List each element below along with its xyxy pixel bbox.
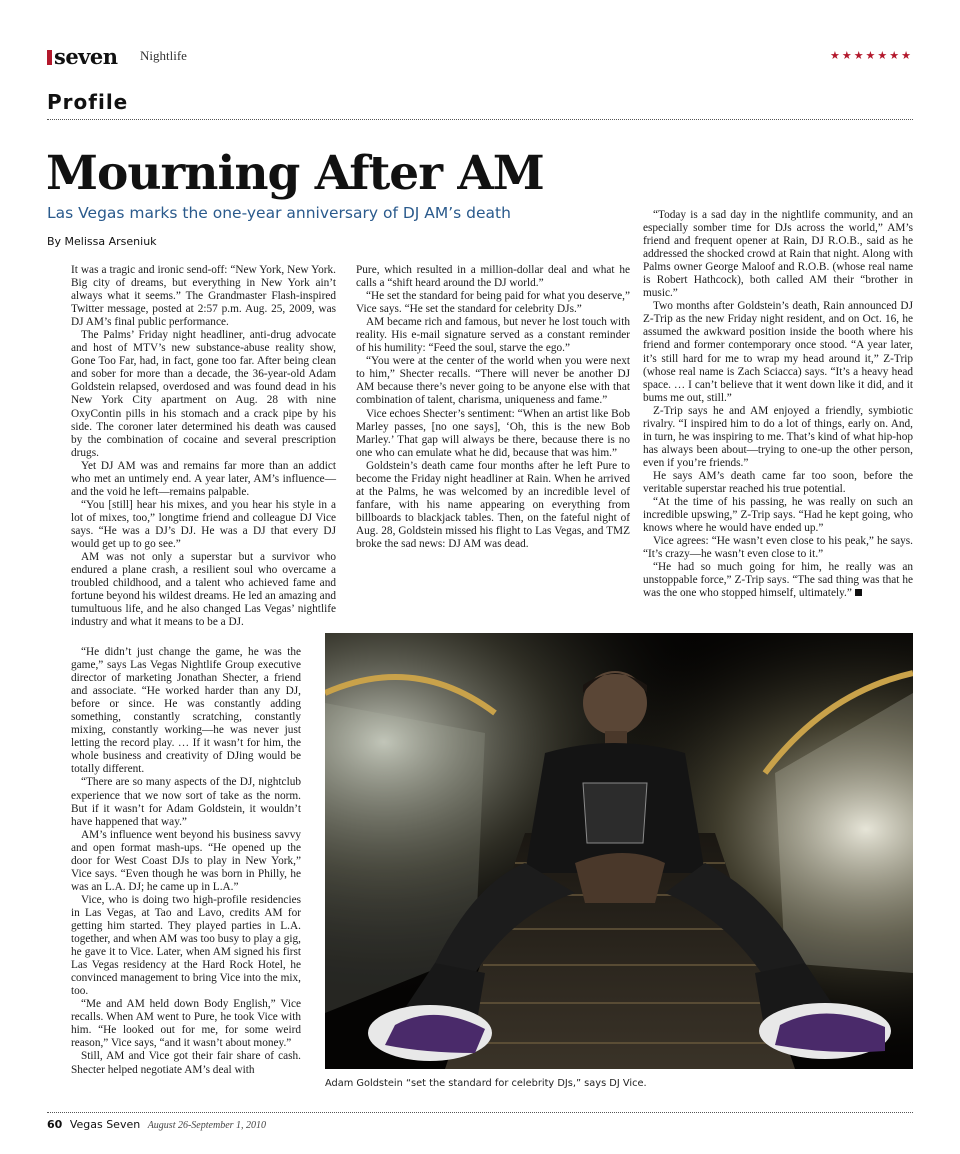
headline: Mourning After AM: [46, 146, 544, 201]
magazine-logo: [47, 44, 118, 69]
paragraph: Pure, which resulted in a million-dollar deal and what he calls a “shift heard around the DJ world.”: [356, 264, 630, 290]
logo-text: seven: [54, 44, 118, 69]
paragraph: Still, AM and Vice got their fair share of cash. Shecter helped negotiate AM’s deal with: [71, 1050, 301, 1076]
paragraph: Goldstein’s death came four months after he left Pure to become the Friday night headliner at Rain. When he arrived at the Palms, he was welcomed by an incredible level of fanfare, with his name appearing on everything from billboards to blackjack tables. Then, on the fateful night of Aug. 28, Goldstein missed his flight to Las Vegas, and TMZ broke the sad news: DJ AM was dead.: [356, 459, 630, 550]
end-mark-icon: [855, 589, 862, 596]
final-paragraph-text: “He had so much going for him, he really was an unstoppable force,” Z-Trip says. “The sad thing was that he was the one who stopped himself, ultimately.”: [643, 561, 913, 600]
paragraph: It was a tragic and ironic send-off: “New York, New York. Big city of dreams, but everything in New York ain’t always what it seems.” The Grandmaster Flash-inspired Twitter message, posted at 2:57 p.m. Aug. 25, 2009, was DJ AM’s final public performance.: [71, 264, 336, 329]
paragraph: The Palms’ Friday night headliner, anti-drug advocate and host of MTV’s new substance-abuse reality show, Gone Too Far, had, in fact, gone too far. After being clean and sober for more than a decade, the 36-year-old Adam Goldstein relapsed, overdosed and was found dead in his New York City apartment on Aug. 28 with nine OxyContin pills in his stomach and a crack pipe by his side. The coroner later determined his death was caused by the combination of cocaine and several prescription drugs.: [71, 329, 336, 459]
issue-date: August 26-September 1, 2010: [147, 1120, 267, 1131]
section-label: Nightlife: [140, 48, 187, 63]
photo-illustration: [325, 633, 913, 1069]
logo-accent-bar: [47, 50, 52, 65]
paragraph: “You [still] hear his mixes, and you hear his style in a lot of mixes, too,” longtime friend and colleague DJ Vice says. “He was a DJ’s DJ. He was a DJ that every DJ would get up to go see.”: [71, 498, 336, 550]
article-column-3: [643, 209, 913, 600]
paragraph: “He didn’t just change the game, he was the game,” says Las Vegas Nightlife Group executive director of marketing Jonathan Shecter, a friend and associate. “He worked harder than any DJ, before or since. He was constantly adding something, constantly scratching, constantly mixing, constantly working—he was never just letting the record play. … If it wasn’t for him, the whole business and creativity of DJing would be totally different.: [71, 646, 301, 776]
paragraph: Vice, who is doing two high-profile residencies in Las Vegas, at Tao and Lavo, credits AM for getting him started. They played parties in L.A. together, and when AM was too busy to play a gig, he gave it to Vice. Later, when AM signed his first Las Vegas residency at the Hard Rock Hotel, he convinced management to bring Vice into the mix, too.: [71, 893, 301, 998]
paragraph: Vice agrees: “He wasn’t even close to his peak,” he says. “It’s crazy—he wasn’t even close to it.”: [643, 535, 913, 561]
paragraph: AM’s influence went beyond his business savvy and open format mash-ups. “He opened up the door for West Coast DJs to play in New York,” Vice says. “Even though he was born in Philly, he was an L.A. DJ; he came up in L.A.”: [71, 828, 301, 893]
paragraph: “He set the standard for being paid for what you deserve,” Vice says. “He set the standard for celebrity DJs.”: [356, 290, 630, 316]
stars-ornament: ★★★★★★★: [829, 50, 913, 62]
paragraph: “Me and AM held down Body English,” Vice recalls. When AM went to Pure, he took Vice with him. “He looked out for me, for some weird reason,” Vice says, “and it wasn’t about money.”: [71, 998, 301, 1050]
paragraph: “There are so many aspects of the DJ, nightclub experience that we now sort of take as the norm. But if it wasn’t for Adam Goldstein, it wouldn’t have happened that way.”: [71, 776, 301, 828]
article-column-1: [71, 264, 336, 629]
paragraph: AM was not only a superstar but a survivor who endured a plane crash, a resilient soul who overcame a troubled childhood, and a talent who achieved fame and fortune beyond his wildest dreams. He led an amazing and tumultuous life, and he also changed Las Vegas’ nightlife industry and what it means to be a DJ.: [71, 551, 336, 629]
magazine-name: Vegas Seven: [69, 1118, 141, 1131]
article-column-1-continued: [71, 646, 301, 1077]
paragraph-final: [643, 561, 913, 600]
page-footer: [47, 1118, 266, 1131]
photo-caption: Adam Goldstein “set the standard for celebrity DJs,” says DJ Vice.: [325, 1078, 647, 1089]
paragraph: Z-Trip says he and AM enjoyed a friendly, symbiotic rivalry. “I inspired him to do a lot of things, early on. And, in turn, he was inspiring to me. That’s kind of what hip-hop has always been about—trying to one-up the other person, even if you’re friends.”: [643, 404, 913, 469]
profile-label: Profile: [47, 90, 129, 114]
page-number: 60: [47, 1118, 63, 1131]
paragraph: AM became rich and famous, but never he lost touch with reality. His e-mail signature served as a constant reminder of his humility: “Feed the soul, starve the ego.”: [356, 316, 630, 355]
paragraph: Yet DJ AM was and remains far more than an addict who met an untimely end. A year later, AM’s influence—and the void he left—remains palpable.: [71, 459, 336, 498]
dj-am-photo: [325, 633, 913, 1069]
top-dotted-rule: [47, 119, 913, 120]
paragraph: “You were at the center of the world when you were next to him,” Shecter recalls. “There will never be another DJ AM because there’s never going to be anyone else with that combination of talent, charisma, uniqueness and fame.”: [356, 355, 630, 407]
byline: By Melissa Arseniuk: [47, 235, 157, 248]
paragraph: He says AM’s death came far too soon, before the veritable superstar reached his true potential.: [643, 469, 913, 495]
paragraph: “At the time of his passing, he was really on such an incredible upswing,” Z-Trip says. “Had he kept going, who knows where he would have ended up.”: [643, 496, 913, 535]
bottom-dotted-rule: [47, 1112, 913, 1113]
paragraph: “Today is a sad day in the nightlife community, and an especially somber time for DJs across the world,” AM’s friend and frequent opener at Rain, DJ R.O.B., said as he addressed the shocked crowd at Rain that night. Along with Palms owner George Maloof and R.O.B. (whose real name is Robert Hathcock), both called AM their “brother in music.”: [643, 209, 913, 300]
article-column-2: [356, 264, 630, 551]
paragraph: Two months after Goldstein’s death, Rain announced DJ Z-Trip as the new Friday night resident, and on Oct. 16, he assumed the awkward position inside the booth where his friend and former contemporary once stood. “A year later, it’s still hard for me to wrap my head around it,” Z-Trip (whose real name is Zach Sciacca) says. “It’s a heavy head space. … I can’t believe that it went down like it did, and it bums me out, still.”: [643, 300, 913, 404]
paragraph: Vice echoes Shecter’s sentiment: “When an artist like Bob Marley passes, [no one says], ‘Oh, this is the new Bob Marley.’ That gap will always be there, because there is no one who can emulate what he did, because that was him.”: [356, 407, 630, 459]
subhead: Las Vegas marks the one-year anniversary of DJ AM’s death: [47, 204, 511, 222]
